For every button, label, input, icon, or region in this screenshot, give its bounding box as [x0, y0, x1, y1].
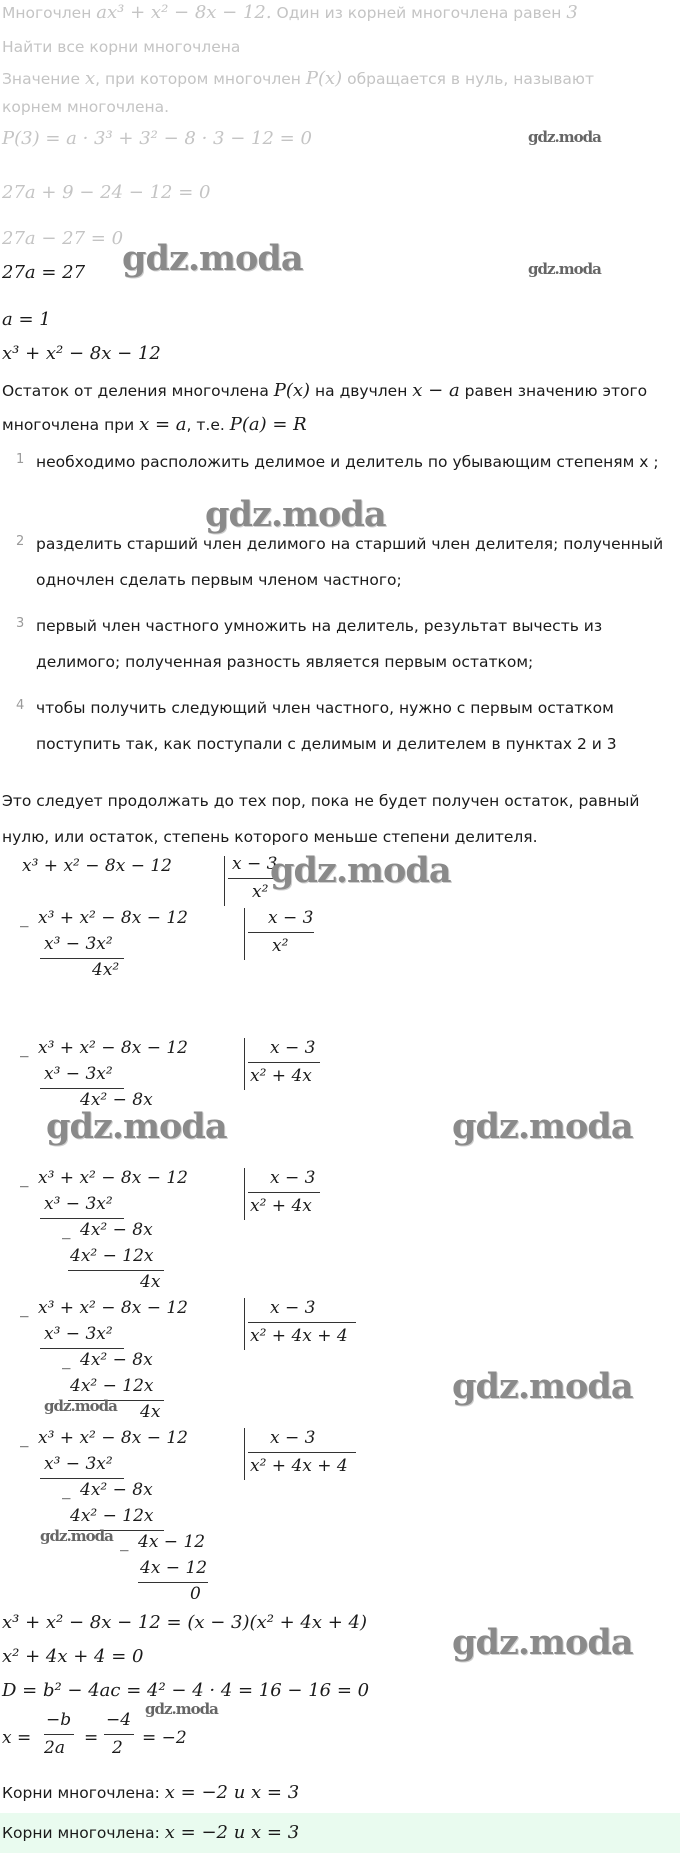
- equation-6: x³ + x² − 8x − 12: [2, 343, 161, 364]
- equation-5: a = 1: [2, 309, 51, 330]
- subtract-line: [40, 1478, 124, 1479]
- watermark: gdz.moda: [122, 238, 303, 279]
- watermark: gdz.moda: [145, 1700, 218, 1718]
- subtract-line: [40, 958, 124, 959]
- subtract-line: [40, 1218, 124, 1219]
- watermark: gdz.moda: [44, 1397, 117, 1415]
- equation-4: 27a = 27: [2, 262, 86, 283]
- definition-line-2: корнем многочлена.: [2, 98, 170, 116]
- watermark: gdz.moda: [46, 1106, 227, 1147]
- subtract-line: [138, 1582, 208, 1583]
- list-item: 1 необходимо расположить делимое и делитель по убывающим степеням x ;: [16, 452, 659, 471]
- equation-2: 27a + 9 − 24 − 12 = 0: [2, 182, 211, 203]
- quotient-line: [248, 1192, 320, 1193]
- watermark: gdz.moda: [270, 850, 451, 891]
- discriminant: D = b² − 4ac = 4² − 4 · 4 = 16 − 16 = 0: [2, 1680, 370, 1701]
- list-item: 2 разделить старший член делимого на старший член делителя; полученный одночлен сделать первым членом частного;: [16, 534, 664, 589]
- definition-line-1: Значение x, при котором многочлен P(x) обращается в нуль, называют: [2, 68, 595, 89]
- answer-box: [0, 1813, 680, 1853]
- task-text: Найти все корни многочлена: [2, 38, 241, 56]
- watermark: gdz.moda: [205, 494, 386, 535]
- fraction-line: [44, 1734, 74, 1735]
- factorization: x³ + x² − 8x − 12 = (x − 3)(x² + 4x + 4): [2, 1612, 368, 1633]
- divisor-bar: [224, 856, 225, 906]
- divisor-bar: [244, 1168, 245, 1220]
- continue-text-2: нулю, или остаток, степень которого меньше степени делителя.: [2, 828, 538, 846]
- subtract-line: [40, 1088, 124, 1089]
- roots-line: Корни многочлена: x = −2 и x = 3: [2, 1782, 300, 1803]
- problem-statement: Многочлен ax³ + x² − 8x − 12. Один из корней многочлена равен 3: [2, 2, 578, 23]
- watermark: gdz.moda: [452, 1622, 633, 1663]
- quotient-line: [248, 1062, 320, 1063]
- theorem-line-1: Остаток от деления многочлена P(x) на двучлен x − a равен значению этого: [2, 380, 648, 401]
- watermark: gdz.moda: [528, 260, 601, 278]
- watermark: gdz.moda: [40, 1527, 113, 1545]
- equation-1: P(3) = a · 3³ + 3² − 8 · 3 − 12 = 0: [2, 128, 312, 149]
- divisor-bar: [244, 908, 245, 960]
- quadratic-equation: x² + 4x + 4 = 0: [2, 1646, 144, 1667]
- quotient-line: [248, 932, 314, 933]
- watermark: gdz.moda: [452, 1106, 633, 1147]
- fraction-line: [104, 1734, 134, 1735]
- continue-text-1: Это следует продолжать до тех пор, пока не будет получен остаток, равный: [2, 792, 640, 810]
- divisor-bar: [244, 1428, 245, 1480]
- answer-text: Корни многочлена: x = −2 и x = 3: [2, 1822, 300, 1843]
- subtract-line: [68, 1270, 164, 1271]
- divisor-bar: [244, 1038, 245, 1090]
- theorem-line-2: многочлена при x = a, т.е. P(a) = R: [2, 414, 307, 435]
- list-item: 3 первый член частного умножить на делитель, результат вычесть из делимого; полученная разность является первым остатком;: [16, 616, 603, 671]
- equation-3: 27a − 27 = 0: [2, 228, 124, 249]
- quotient-line: [248, 1322, 356, 1323]
- watermark: gdz.moda: [528, 128, 601, 146]
- list-item: 4 чтобы получить следующий член частного, нужно с первым остатком поступить так, как поступали с делимым и делителем в пунктах 2 и 3: [16, 698, 617, 753]
- quotient-line: [248, 1452, 356, 1453]
- watermark: gdz.moda: [452, 1366, 633, 1407]
- subtract-line: [40, 1348, 124, 1349]
- divisor-bar: [244, 1298, 245, 1350]
